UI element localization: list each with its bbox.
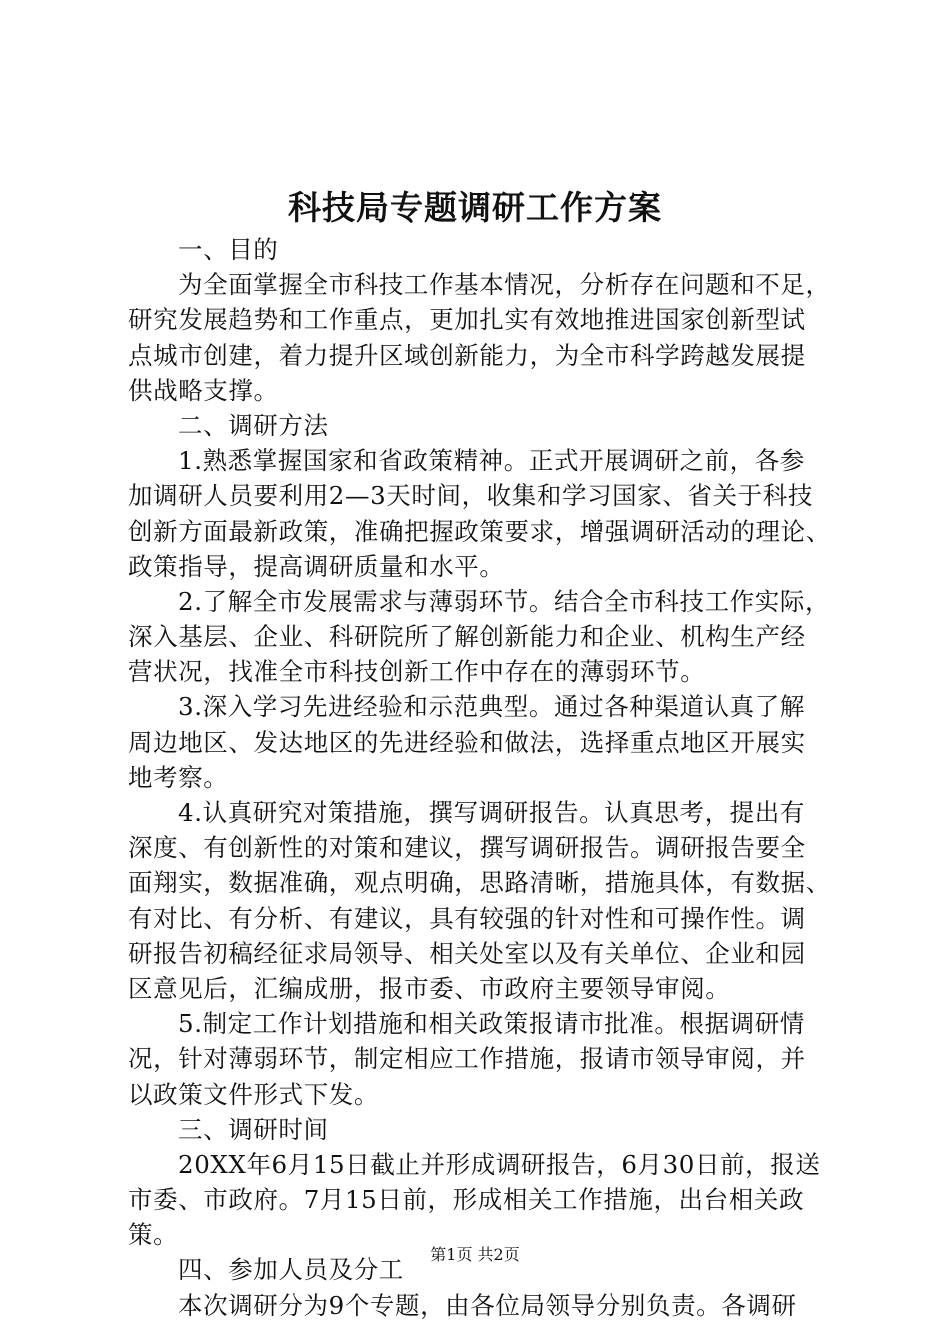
paragraph-line: 为全面掌握全市科技工作基本情况，分析存在问题和不足，	[178, 270, 831, 300]
paragraph-line: 况，针对薄弱环节，制定相应工作措施，报请市领导审阅，并	[128, 1044, 806, 1074]
paragraph-line: 以政策文件形式下发。	[128, 1079, 379, 1109]
paragraph-line: 营状况，找准全市科技创新工作中存在的薄弱环节。	[128, 657, 706, 687]
paragraph-line: 创新方面最新政策，准确把握政策要求，增强调研活动的理论、	[128, 516, 831, 546]
document-title: 科技局专题调研工作方案	[288, 188, 662, 227]
paragraph-line: 地考察。	[128, 762, 229, 792]
paragraph-line: 加调研人员要利用2—3天时间，收集和学习国家、省关于科技	[128, 481, 813, 511]
paragraph-line: 区意见后，汇编成册，报市委、市政府主要领导审阅。	[128, 973, 731, 1003]
paragraph-line: 深度、有创新性的对策和建议，撰写调研报告。调研报告要全	[128, 833, 806, 863]
heading-schedule: 三、调研时间	[178, 1114, 329, 1144]
document-body	[128, 232, 838, 1323]
paragraph-line: 政策指导，提高调研质量和水平。	[128, 551, 505, 581]
paragraph-line: 研究发展趋势和工作重点，更加扎实有效地推进国家创新型试	[128, 305, 806, 335]
paragraph-line: 有对比、有分析、有建议，具有较强的针对性和可操作性。调	[128, 903, 806, 933]
page-number: 第1页 共2页	[430, 1245, 520, 1264]
paragraph-line: 20XX年6月15日截止并形成调研报告，6月30日前，报送	[178, 1149, 821, 1179]
paragraph-line: 策。	[128, 1220, 179, 1250]
paragraph-line: 2.了解全市发展需求与薄弱环节。结合全市科技工作实际，	[178, 586, 831, 616]
paragraph-line: 研报告初稿经征求局领导、相关处室以及有关单位、企业和园	[128, 938, 806, 968]
paragraph-line: 周边地区、发达地区的先进经验和做法，选择重点地区开展实	[128, 727, 806, 757]
paragraph-line: 供战略支撑。	[128, 375, 279, 405]
heading-methods: 二、调研方法	[178, 410, 329, 440]
heading-participants: 四、参加人员及分工	[178, 1255, 404, 1285]
paragraph-line: 面翔实，数据准确，观点明确，思路清晰，措施具体，有数据、	[128, 868, 831, 898]
paragraph-line: 市委、市政府。7月15日前，形成相关工作措施，出台相关政	[128, 1185, 805, 1215]
paragraph-line: 4.认真研究对策措施，撰写调研报告。认真思考，提出有	[178, 798, 805, 827]
paragraph-line: 本次调研分为9个专题，由各位局领导分别负责。各调研	[178, 1290, 797, 1320]
heading-purpose: 一、目的	[178, 235, 279, 264]
paragraph-line: 点城市创建，着力提升区域创新能力，为全市科学跨越发展提	[128, 340, 806, 370]
paragraph-line: 3.深入学习先进经验和示范典型。通过各种渠道认真了解	[178, 692, 805, 722]
paragraph-line: 深入基层、企业、科研院所了解创新能力和企业、机构生产经	[128, 622, 806, 652]
paragraph-line: 5.制定工作计划措施和相关政策报请市批准。根据调研情	[178, 1009, 805, 1039]
paragraph-line: 1.熟悉掌握国家和省政策精神。正式开展调研之前，各参	[178, 446, 805, 476]
